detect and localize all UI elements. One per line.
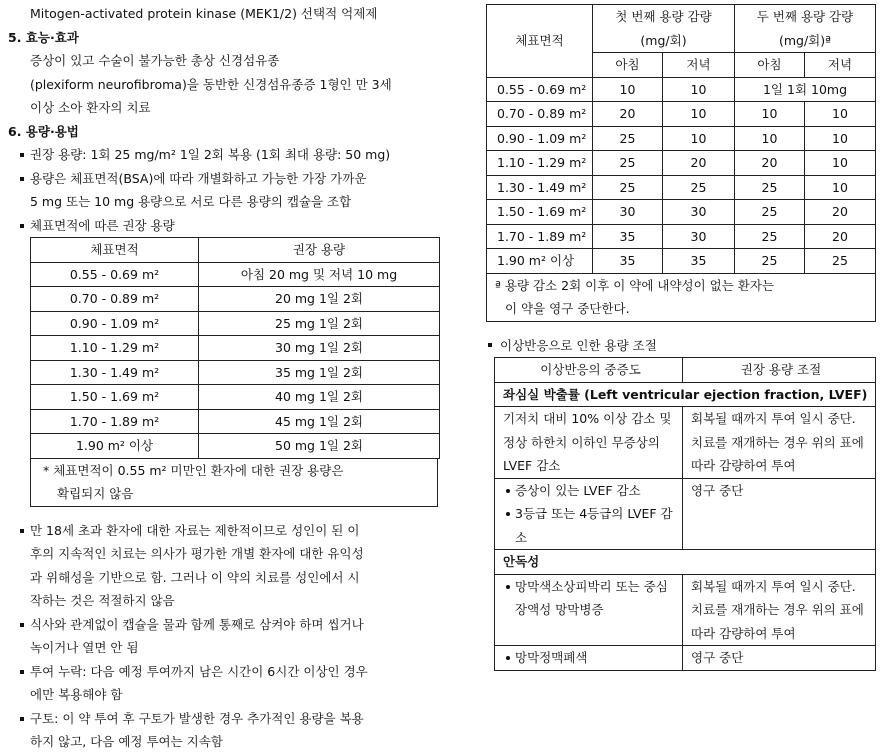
table-cell: 1.70 - 1.89 m² xyxy=(31,409,199,434)
eye-row1-adjust: 회복될 때까지 투여 일시 중단. 치료를 재개하는 경우 위의 표에 따라 감량하여 투여 xyxy=(683,574,876,646)
table-cell: 30 mg 1일 2회 xyxy=(199,336,440,361)
table-cell: 20 xyxy=(735,151,805,176)
table-cell: 20 xyxy=(593,102,663,127)
subheader-evening: 저녁 xyxy=(805,53,876,78)
table-cell: 35 mg 1일 2회 xyxy=(199,360,440,385)
mechanism-text: Mitogen-activated protein kinase (MEK1/2) 선택적 억제제 xyxy=(30,6,378,21)
table-cell: 25 xyxy=(735,200,805,225)
table-cell: 0.55 - 0.69 m² xyxy=(31,262,199,287)
table-cell: 10 xyxy=(663,77,735,102)
table-cell: 1.10 - 1.29 m² xyxy=(487,151,593,176)
table-cell: 10 xyxy=(805,151,876,176)
table-row xyxy=(31,360,440,385)
table-cell: 10 xyxy=(805,126,876,151)
reduction-header-first-line-1: 첫 번째 용량 감량 xyxy=(615,9,712,24)
table-cell: 35 xyxy=(593,249,663,274)
table-cell: 10 xyxy=(735,102,805,127)
table-cell: 10 xyxy=(663,126,735,151)
individualize-line-2: 5 mg 또는 10 mg 용량으로 서로 다른 용량의 캡슐을 조합 xyxy=(30,194,352,209)
table-cell: 10 xyxy=(663,102,735,127)
table-row xyxy=(31,262,440,287)
subheader-morning: 아침 xyxy=(593,53,663,78)
adult-line-3: 과 위해성을 기반으로 함. 그러나 이 약의 치료를 성인에서 시 xyxy=(30,569,360,585)
table-cell: 25 xyxy=(805,249,876,274)
table-cell: 35 xyxy=(593,224,663,249)
eye-row1-item: 망막색소상피박리 또는 중심장액성 망막병증 xyxy=(503,575,678,622)
missed-line-2: 에만 복용해야 함 xyxy=(30,687,123,702)
table-cell: 아침 20 mg 및 저녁 10 mg xyxy=(199,262,440,287)
left-column xyxy=(8,2,478,754)
table-cell: 0.90 - 1.09 m² xyxy=(31,311,199,336)
table-row xyxy=(31,434,440,459)
lvef-row2-adjust: 영구 중단 xyxy=(683,478,876,550)
table-cell: 30 xyxy=(663,200,735,225)
table-cell: 1.70 - 1.89 m² xyxy=(487,224,593,249)
table-cell: 10 xyxy=(593,77,663,102)
lvef-row2-item-2: 3등급 또는 4등급의 LVEF 감소 xyxy=(503,502,678,549)
individualize-line-1: 용량은 체표면적(BSA)에 따라 개별화하고 가능한 가장 가까운 xyxy=(8,167,478,191)
table-cell: 20 xyxy=(663,151,735,176)
table-cell: 25 xyxy=(593,151,663,176)
table-note xyxy=(30,459,438,507)
table-row xyxy=(495,478,876,550)
table-cell: 25 xyxy=(593,126,663,151)
eye-row2-severity xyxy=(495,646,683,671)
table-row xyxy=(31,287,440,312)
ae-header-severity: 이상반응의 중증도 xyxy=(495,358,683,383)
adult-line-1: 만 18세 초과 환자에 대한 자료는 제한적이므로 성인이 된 이 xyxy=(8,519,478,543)
right-column xyxy=(486,2,876,671)
table-cell: 1.90 m² 이상 xyxy=(31,434,199,459)
section5-line-1: 증상이 있고 수술이 불가능한 총상 신경섬유종 xyxy=(30,53,280,68)
reduction-header-row xyxy=(487,5,876,53)
lvef-row2-item-1: 증상이 있는 LVEF 감소 xyxy=(503,479,678,503)
subheader-morning: 아침 xyxy=(735,53,805,78)
table-cell: 0.70 - 0.89 m² xyxy=(487,102,593,127)
table-cell: 10 xyxy=(735,126,805,151)
table-cell: 10 xyxy=(805,102,876,127)
table-cell: 40 mg 1일 2회 xyxy=(199,385,440,410)
vomit-line-2: 하지 않고, 다음 예정 투여는 지속함 xyxy=(30,734,223,749)
table-row xyxy=(31,385,440,410)
dose-reduction-table xyxy=(486,4,876,274)
table-cell: 1.50 - 1.69 m² xyxy=(487,200,593,225)
section6-title: 6. 용량·용법 xyxy=(8,123,79,139)
table-cell: 30 xyxy=(663,224,735,249)
table-note-line-1: * 체표면적이 0.55 m² 미만인 환자에 대한 권장 용량은 xyxy=(43,462,344,478)
table-row xyxy=(487,249,876,274)
table-cell: 25 mg 1일 2회 xyxy=(199,311,440,336)
table-row xyxy=(495,574,876,646)
eye-section-title: 안독성 xyxy=(495,550,876,575)
table-cell: 45 mg 1일 2회 xyxy=(199,409,440,434)
eye-row2-item: 망막정맥폐색 xyxy=(503,646,678,670)
table-cell: 25 xyxy=(735,224,805,249)
table-cell: 20 mg 1일 2회 xyxy=(199,287,440,312)
adult-line-4: 작하는 것은 적절하지 않음 xyxy=(30,593,175,608)
reduction-header-first xyxy=(593,5,735,53)
table-cell: 35 xyxy=(663,249,735,274)
table-cell: 0.55 - 0.69 m² xyxy=(487,77,593,102)
table-cell: 25 xyxy=(663,175,735,200)
table-row xyxy=(487,224,876,249)
table-cell: 1.30 - 1.49 m² xyxy=(487,175,593,200)
ae-title-text: 이상반응으로 인한 용량 조절 xyxy=(500,337,657,353)
lvef-row1-adjust: 회복될 때까지 투여 일시 중단. 치료를 재개하는 경우 위의 표에 따라 감량하여 투여 xyxy=(683,407,876,479)
table-note-line-2: 확립되지 않음 xyxy=(57,486,134,501)
adverse-event-table xyxy=(494,357,876,671)
table-cell: 20 xyxy=(805,200,876,225)
table-cell: 25 xyxy=(593,175,663,200)
lvef-row1-severity: 기저치 대비 10% 이상 감소 및 정상 하한치 이하인 무증상의 LVEF 감소 xyxy=(495,407,683,479)
table-cell: 50 mg 1일 2회 xyxy=(199,434,440,459)
table-row xyxy=(487,77,876,102)
table-row xyxy=(487,151,876,176)
ae-header-adjust: 권장 용량 조절 xyxy=(683,358,876,383)
table-row xyxy=(487,102,876,127)
eye-row2-adjust: 영구 중단 xyxy=(683,646,876,671)
table-intro: 체표면적에 따른 권장 용량 xyxy=(8,214,478,238)
eye-row1-severity xyxy=(495,574,683,646)
table-cell-merged: 1일 1회 10mg xyxy=(735,77,876,102)
table-cell: 0.70 - 0.89 m² xyxy=(31,287,199,312)
table-row xyxy=(495,407,876,479)
section5-line-2: (plexiform neurofibroma)을 동반한 신경섬유종증 1형인 만 3세 xyxy=(30,76,392,92)
ae-section-row xyxy=(495,382,876,407)
bullet-square-icon xyxy=(488,343,492,347)
lvef-section-title: 좌심실 박출률 (Left ventricular ejection fraction, LVEF) xyxy=(495,382,876,407)
reduction-footnote-line-1: ª 용량 감소 2회 이후 이 약에 내약성이 없는 환자는 xyxy=(495,277,775,293)
reduction-footnote xyxy=(486,274,876,322)
lvef-row2-severity xyxy=(495,478,683,550)
reduction-header-second-line-2: (mg/회)ª xyxy=(778,32,832,48)
reduction-header-second-line-1: 두 번째 용량 감량 xyxy=(756,9,854,24)
table-row xyxy=(31,336,440,361)
subheader-evening: 저녁 xyxy=(663,53,735,78)
table-row xyxy=(495,646,876,671)
table-row xyxy=(487,175,876,200)
section5-title: 5. 효능·효과 xyxy=(8,29,79,45)
table-cell: 20 xyxy=(805,224,876,249)
missed-line-1: 투여 누락: 다음 예정 투여까지 남은 시간이 6시간 이상인 경우 xyxy=(8,660,478,684)
table-cell: 0.90 - 1.09 m² xyxy=(487,126,593,151)
table-cell: 25 xyxy=(735,249,805,274)
reduction-header-bsa: 체표면적 xyxy=(487,5,593,78)
food-line-1: 식사와 관계없이 캡슐을 물과 함께 통째로 삼켜야 하며 씹거나 xyxy=(8,613,478,637)
table-row xyxy=(31,409,440,434)
reduction-footnote-line-2: 이 약을 영구 중단한다. xyxy=(505,301,630,316)
table-cell: 1.90 m² 이상 xyxy=(487,249,593,274)
table-cell: 25 xyxy=(735,175,805,200)
vomit-line-1: 구토: 이 약 투여 후 구토가 발생한 경우 추가적인 용량을 복용 xyxy=(8,707,478,731)
table-row xyxy=(487,200,876,225)
reduction-header-second xyxy=(735,5,876,53)
table-cell: 1.50 - 1.69 m² xyxy=(31,385,199,410)
section5-line-3: 이상 소아 환자의 치료 xyxy=(30,100,151,115)
table-header-dose: 권장 용량 xyxy=(199,238,440,263)
bsa-dose-table xyxy=(30,237,440,459)
table-cell: 1.30 - 1.49 m² xyxy=(31,360,199,385)
table-cell: 1.10 - 1.29 m² xyxy=(31,336,199,361)
ae-section-row xyxy=(495,550,876,575)
dose-line: 권장 용량: 1회 25 mg/m² 1일 2회 복용 (1회 최대 용량: 50 mg) xyxy=(8,143,478,167)
table-header-row xyxy=(31,238,440,263)
food-line-2: 녹이거나 열면 안 됨 xyxy=(30,640,139,655)
table-row xyxy=(487,126,876,151)
table-header-bsa: 체표면적 xyxy=(31,238,199,263)
adult-line-2: 후의 지속적인 치료는 의사가 평가한 개별 환자에 대한 유익성 xyxy=(30,546,364,561)
table-cell: 10 xyxy=(805,175,876,200)
ae-title xyxy=(486,334,876,358)
ae-header-row xyxy=(495,358,876,383)
table-cell: 30 xyxy=(593,200,663,225)
table-row xyxy=(31,311,440,336)
reduction-header-first-line-2: (mg/회) xyxy=(640,32,687,48)
